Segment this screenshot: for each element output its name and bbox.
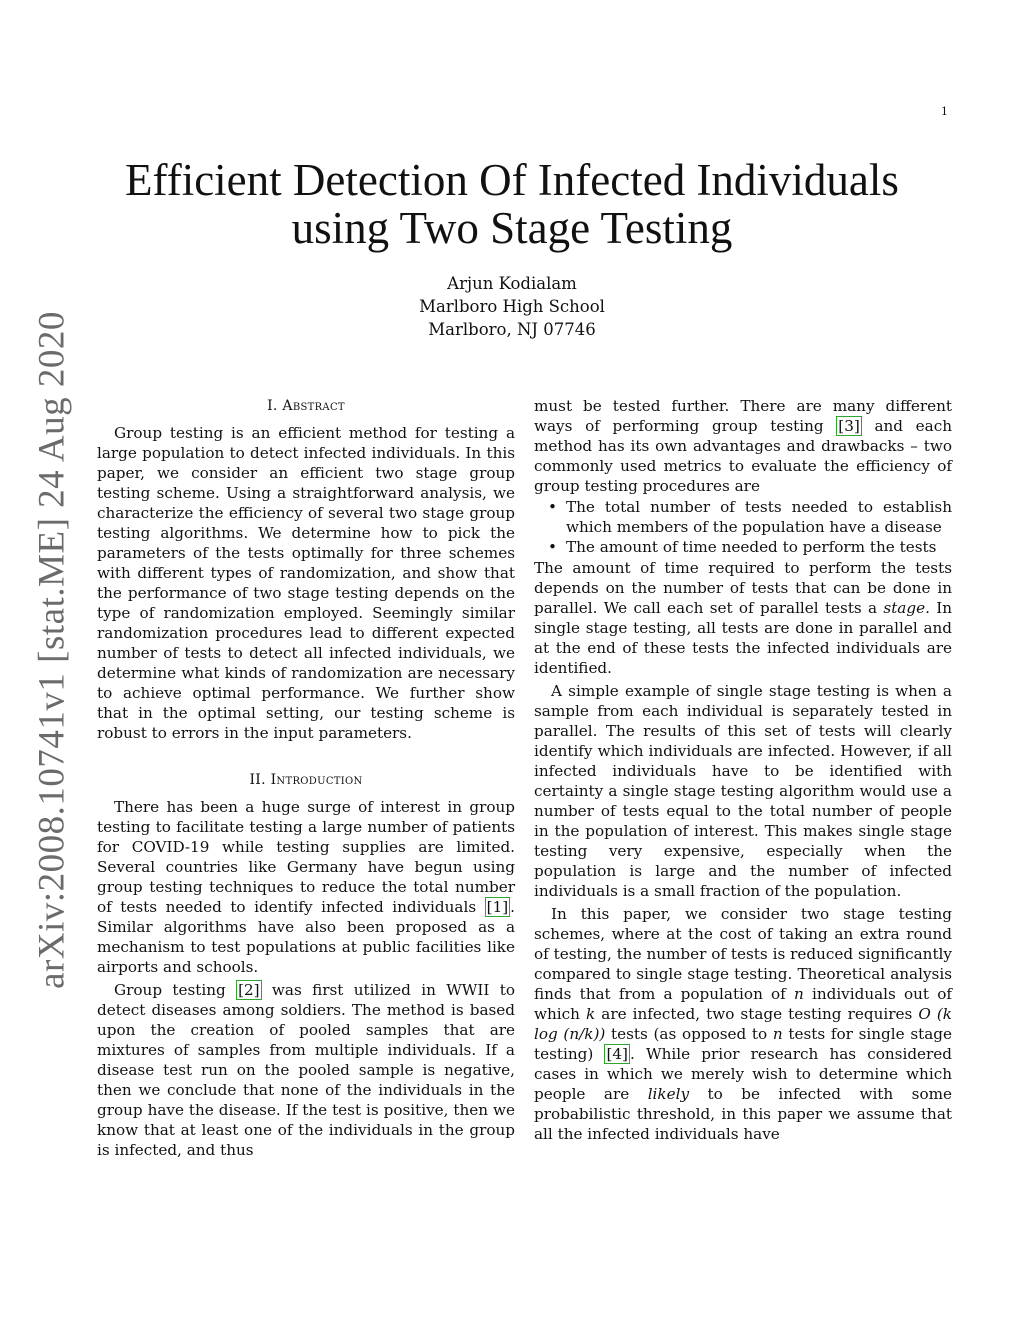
abstract-paragraph: Group testing is an efficient method for testing a large population to detect infected individuals. In this paper, we consider an efficient two stage group testing scheme. Using a straightforward analysis, we characterize the efficiency of several two stage group testing algorithms. We determine how to pick the parameters of the tests optimally for three schemes with different types of randomization, and show that the performance of two stage testing depends on the type of randomization employed. Seemingly similar randomization procedures lead to different expected number of tests to detect all infected individuals, we determine what kinds of randomization are necessary to achieve optimal performance. We further show that in the optimal setting, our testing scheme is robust to errors in the input parameters. — [97, 424, 515, 742]
text-run: . While prior research has considered cases in which we merely wish to determine which people are — [534, 1045, 953, 1103]
right-paragraph-4 — [534, 904, 952, 1144]
arxiv-identifier[interactable]: arXiv:2008.10741v1 [stat.ME] 24 Aug 2020 — [31, 311, 73, 989]
math-variable: n — [772, 1025, 783, 1043]
right-column — [534, 396, 952, 1144]
text-run: individuals out of which — [534, 985, 952, 1023]
citation-link[interactable]: [4] — [606, 1045, 628, 1063]
author-affiliation: Marlboro High School — [419, 297, 605, 316]
text-run: and each method has its own advantages and drawbacks – two commonly used metrics to evaluate the efficiency of group testing procedures are — [534, 417, 952, 495]
text-run: must be tested further. There are many different ways of performing group testing — [534, 397, 952, 435]
author-name: Arjun Kodialam — [447, 274, 577, 293]
list-item: • The amount of time needed to perform the tests — [534, 537, 952, 557]
text-run: In this paper, we consider two stage testing schemes, where at the cost of taking an extra round of testing, the number of tests is reduced significantly compared to single stage testing. Theoretical analysis finds that from a population of — [534, 905, 952, 1003]
introduction-heading: II. Introduction — [249, 772, 363, 788]
right-paragraph-3: A simple example of single stage testing is when a sample from each individual is separately tested in parallel. The results of this set of tests will clearly identify which individuals are infected. However, if all infected individuals have to be identified with certainty a single stage testing algorithm would use a number of tests equal to the total number of people in the population of interest. This makes single stage testing very expensive, especially when the population is large and the number of infected individuals is a small fraction of the population. — [534, 682, 952, 900]
text-run: are infected, two stage testing requires — [595, 1005, 919, 1023]
right-paragraph-2 — [534, 558, 952, 678]
intro-paragraph-1 — [97, 797, 515, 977]
title-line-2: using Two Stage Testing — [291, 203, 733, 253]
right-paragraph-1 — [534, 396, 952, 496]
math-variable: n — [793, 985, 804, 1003]
text-run: Group testing — [114, 981, 237, 999]
list-item: • The total number of tests needed to establish which members of the population have a disease — [534, 497, 952, 537]
text-run: tests for single stage testing) — [534, 1025, 952, 1063]
math-expression: O (k log (n/k)) — [534, 1005, 952, 1043]
emphasis: stage. — [883, 599, 930, 617]
text-run: There has been a huge surge of interest in group testing to facilitate testing a large number of patients for COVID-19 while testing supplies are limited. Several countries like Germany have begun using group testing techniques to reduce the total number of tests needed to identify infected individuals — [97, 798, 515, 916]
intro-paragraph-2 — [97, 980, 515, 1160]
page-number: 1 — [941, 105, 948, 118]
text-run: . Similar algorithms have also been proposed as a mechanism to test populations at public facilities like airports and schools. — [97, 898, 515, 976]
emphasis: likely — [647, 1085, 690, 1103]
citation-link[interactable]: [3] — [838, 417, 860, 435]
text-run: The amount of time required to perform the tests depends on the number of tests that can be done in parallel. We call each set of parallel tests a — [534, 559, 952, 617]
author-block — [0, 272, 1024, 341]
title-line-1: Efficient Detection Of Infected Individuals — [125, 155, 899, 205]
left-column — [97, 396, 515, 1160]
citation-link[interactable]: [2] — [238, 981, 260, 999]
abstract-heading: I. Abstract — [267, 398, 345, 414]
text-run: to be infected with some probabilistic threshold, in this paper we assume that all the infected individuals have — [534, 1085, 952, 1143]
math-variable: k — [586, 1005, 596, 1023]
text-run: was first utilized in WWII to detect diseases among soldiers. The method is based upon the creation of pooled samples that are mixtures of samples from multiple individuals. If a disease test run on the pooled sample is negative, then we conclude that none of the individuals in the group have the disease. If the test is positive, then we know that at least one of the individuals in the group is infected, and thus — [97, 981, 515, 1159]
citation-link[interactable]: [1] — [486, 898, 509, 916]
paper-title — [0, 156, 1024, 252]
text-run: In single stage testing, all tests are done in parallel and at the end of these tests the infected individuals are identified. — [534, 599, 953, 677]
author-location: Marlboro, NJ 07746 — [428, 320, 596, 339]
metrics-list — [534, 497, 952, 557]
text-run: tests (as opposed to — [605, 1025, 773, 1043]
